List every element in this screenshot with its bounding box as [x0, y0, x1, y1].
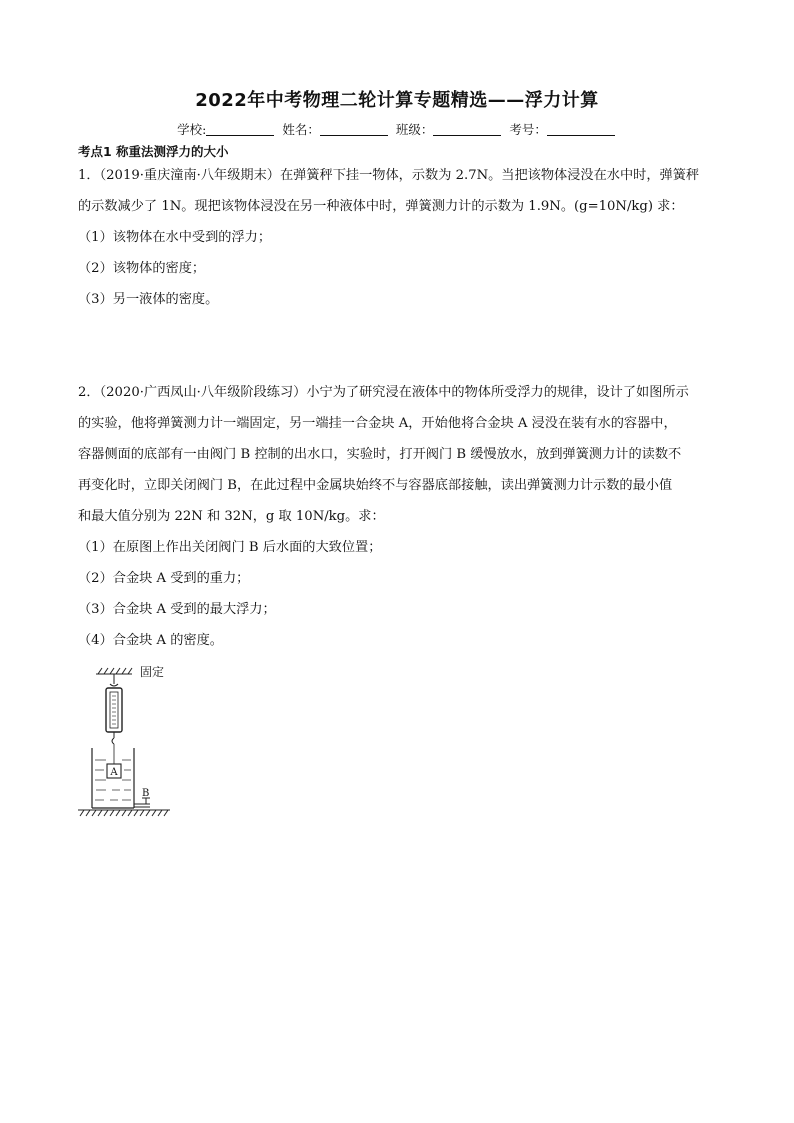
number-label: 考号： — [509, 122, 547, 137]
question-1-line: 1．（2019·重庆潼南·八年级期末）在弹簧秤下挂一物体，示数为 2.7N。当把该物体浸没在水中时，弹簧秤 — [78, 168, 700, 183]
question-2-subquestion: （4）合金块 A 的密度。 — [78, 633, 223, 648]
ceiling-support — [96, 668, 132, 674]
question-1 — [78, 160, 718, 315]
block-a-label: A — [110, 767, 118, 778]
valve-b — [134, 798, 150, 807]
question-2-line: 的实验，他将弹簧测力计一端固定，另一端挂一合金块 A，开始他将合金块 A 浸没在装有水的容器中， — [78, 416, 677, 431]
school-label: 学校: — [177, 122, 207, 137]
question-2-subquestion: （1）在原图上作出关闭阀门 B 后水面的大致位置； — [78, 540, 382, 555]
question-2-line: 2．（2020·广西凤山·八年级阶段练习）小宁为了研究浸在液体中的物体所受浮力的规律，设计了如图所示 — [78, 385, 689, 400]
name-label: 姓名： — [282, 122, 320, 137]
class-label: 班级： — [395, 122, 434, 137]
student-info-line — [0, 120, 794, 138]
number-blank[interactable] — [547, 123, 615, 136]
spring-scale — [106, 674, 122, 764]
question-1-line: 的示数减少了 1N。现把该物体浸没在另一种液体中时，弹簧测力计的示数为 1.9N。(g=10N/kg) 求： — [78, 199, 684, 214]
valve-b-label: B — [142, 788, 150, 799]
page-title: 2022年中考物理二轮计算专题精选——浮力计算 — [195, 90, 599, 111]
question-1-subquestion: （2）该物体的密度； — [78, 261, 206, 276]
question-2-subquestion: （3）合金块 A 受到的最大浮力； — [78, 602, 276, 617]
class-blank[interactable] — [433, 123, 501, 136]
question-2 — [78, 377, 718, 656]
question-2-line: 和最大值分别为 22N 和 32N，g 取 10N/kg。求： — [78, 509, 385, 524]
school-blank[interactable] — [206, 123, 274, 136]
question-1-subquestion: （1）该物体在水中受到的浮力； — [78, 230, 272, 245]
question-2-line: 容器侧面的底部有一由阀门 B 控制的出水口，实验时，打开阀门 B 缓慢放水，放到弹簧测力计的读数不 — [78, 447, 682, 462]
fixed-label: 固定 — [140, 665, 165, 679]
question-1-subquestion: （3）另一液体的密度。 — [78, 292, 219, 307]
name-blank[interactable] — [320, 123, 388, 136]
section-heading: 考点1 称重法测浮力的大小 — [78, 144, 229, 159]
ground — [78, 810, 170, 816]
question-2-line: 再变化时，立即关闭阀门 B，在此过程中金属块始终不与容器底部接触，读出弹簧测力计示数的最小值 — [78, 478, 673, 493]
question-2-subquestion: （2）合金块 A 受到的重力； — [78, 571, 250, 586]
spring-scale-apparatus-figure — [72, 660, 182, 820]
